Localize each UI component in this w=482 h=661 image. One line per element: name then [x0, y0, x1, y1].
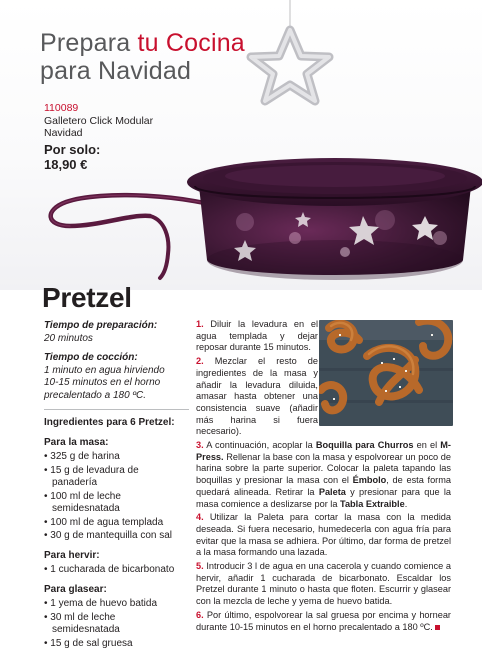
headline-prefix: Prepara: [40, 29, 138, 57]
cook-time: [44, 352, 184, 402]
ingredient-item: • 325 g de harina: [44, 451, 184, 464]
product-name-2: Navidad: [44, 127, 83, 139]
star-ornament-icon: [230, 0, 360, 125]
prep-label: Tiempo de preparación:: [44, 320, 158, 331]
divider: [44, 409, 189, 410]
price: [44, 157, 153, 172]
step-1: 1. Diluir la levadura en el agua templada y dejar reposar durante 15 minutos.: [196, 319, 318, 353]
ingredient-item: • 15 g de sal gruesa: [44, 638, 184, 651]
prep-time: [44, 320, 184, 345]
ingredients-title: Ingredientes para 6 Pretzel:: [44, 417, 175, 428]
container-icon: [185, 142, 482, 290]
ingredient-item: • 15 g de levadura de panadería: [44, 465, 184, 490]
group-title: Para la masa:: [44, 436, 109, 448]
end-mark-icon: [435, 625, 440, 630]
ingredient-item: • 1 cucharada de bicarbonato: [44, 564, 184, 577]
ingredient-item: • 30 ml de leche semidesnatada: [44, 612, 184, 637]
headline-line2: para Navidad: [40, 57, 192, 85]
group-title: Para hervir:: [44, 549, 100, 561]
cook-line: 1 minuto en agua hirviendo: [44, 364, 165, 376]
step-5: 5. Introducir 3 l de agua en una cacerola y cuando comience a hervir, añadir 1 cucharada de bicarbonato. Escaldar los Pretzel durante 1 minuto o hasta que floten. Escurrir y glasear con la mezcla de leche y yema de huevo batida.: [196, 561, 451, 607]
hero-section: [0, 0, 482, 290]
recipe-meta: [44, 320, 184, 651]
step-2: 2. Mezclar el resto de ingredientes de la masa y añadir la levadura diluida, amasar hasta obtener una consistencia suave (añadir más harina si fuera necesario).: [196, 356, 318, 437]
cook-label: Tiempo de cocción:: [44, 352, 138, 363]
product-name-1: Galletero Click Modular: [44, 114, 154, 127]
euro-icon: €: [80, 156, 88, 172]
product-code: 110089: [44, 102, 79, 114]
headline-accent: tu Cocina: [137, 29, 245, 57]
product-info: [44, 102, 153, 172]
recipe-title: Pretzel: [42, 282, 132, 313]
step-6: 6. Por último, espolvorear la sal gruesa por encima y hornear durante 10-15 minutos en el horno precalentado a 180 ºC.: [196, 609, 451, 632]
ingredient-item: • 100 ml de leche semidesnatada: [44, 491, 184, 516]
price-value: 18,90: [44, 156, 77, 172]
recipe-steps: [196, 319, 451, 635]
group-title: Para glasear:: [44, 583, 107, 595]
ingredient-item: • 1 yema de huevo batida: [44, 598, 184, 611]
ingredient-item: • 30 g de mantequilla con sal: [44, 530, 184, 543]
price-label: Por solo:: [44, 141, 101, 157]
step-4: 4. Utilizar la Paleta para cortar la masa con la medida deseada. Si fuera necesario, humedecerla con agua fría para evitar que la masa se adhiera. Por último, dar forma de pretzel a la masa formando una lazada.: [196, 512, 451, 558]
step-3: 3. A continuación, acoplar la Boquilla para Churros en el M-Press. Rellenar la base con la masa y espolvorear un poco de harina sobre la parte superior. Colocar la paleta tapando las boquillas y presionar la masa con el Émbolo, de esta forma quedará alineada. Retirar la Paleta y presionar para que la masa comience a deslizarse por la Tabla Extraible.: [196, 440, 451, 509]
ingredient-item: • 100 ml de agua templada: [44, 517, 184, 530]
headline: [40, 29, 245, 85]
cook-line: precalentado a 180 ºC.: [44, 389, 147, 401]
prep-value: 20 minutos: [44, 332, 93, 344]
cook-line: 10-15 minutos en el horno: [44, 377, 161, 388]
